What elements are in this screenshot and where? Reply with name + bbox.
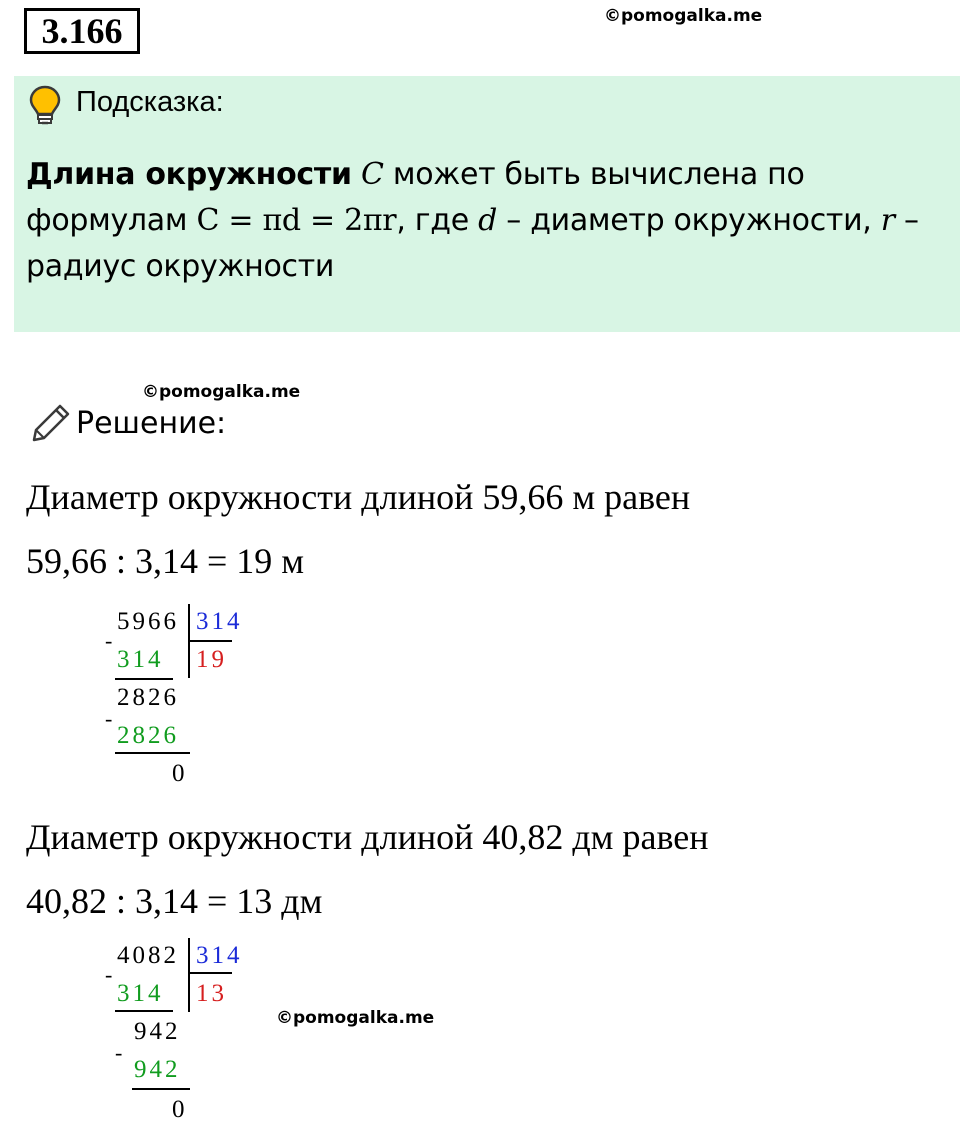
div1-remainder1: 2826 [117, 684, 179, 711]
watermark-top: ©pomogalka.me [604, 6, 763, 26]
div1-line-1 [115, 678, 173, 680]
watermark-middle: ©pomogalka.me [142, 382, 301, 402]
var-c: C [360, 157, 384, 192]
div1-quotient: 19 [196, 646, 227, 673]
hint-bold-term: Длина окружности [26, 157, 352, 192]
part1-equation: 59,66 : 3,14 = 19 м [26, 541, 305, 581]
hint-text [26, 152, 951, 290]
pencil-icon [30, 402, 72, 444]
div1-dividend: 5966 [117, 608, 179, 635]
var-r: r [880, 203, 895, 238]
div2-sub2: 942 [134, 1056, 181, 1083]
div2-dividend: 4082 [117, 942, 179, 969]
div2-line-2 [132, 1088, 190, 1090]
var-d: d [478, 203, 498, 238]
hint-title: Подсказка: [76, 86, 224, 118]
watermark-bottom: ©pomogalka.me [276, 1008, 435, 1028]
div2-final: 0 [172, 1096, 188, 1123]
hint-text-4: – радиус окружности [26, 203, 919, 284]
div2-divisor-line [188, 972, 232, 974]
div2-minus-1: - [105, 962, 113, 987]
div1-minus-2: - [105, 706, 113, 731]
div2-remainder1: 942 [134, 1018, 181, 1045]
div1-final: 0 [172, 760, 188, 787]
div1-sub2: 2826 [117, 722, 179, 749]
div2-sub1: 314 [117, 980, 164, 1007]
div2-divisor: 314 [196, 942, 243, 969]
div1-divisor: 314 [196, 608, 243, 635]
hint-text-3: – диаметр окружности, [497, 203, 881, 238]
div1-sub1: 314 [117, 646, 164, 673]
part2-statement: Диаметр окружности длиной 40,82 дм равен [26, 817, 709, 857]
div2-line-1 [115, 1010, 173, 1012]
div2-vertical-line [188, 938, 190, 1012]
part2-equation: 40,82 : 3,14 = 13 дм [26, 881, 323, 921]
div2-quotient: 13 [196, 980, 227, 1007]
solution-title: Решение: [76, 406, 227, 441]
problem-number: 3.166 [24, 8, 140, 54]
div1-divisor-line [188, 640, 232, 642]
div2-minus-2: - [115, 1040, 123, 1065]
lightbulb-icon [28, 84, 62, 126]
hint-text-1: может быть вычислена по формулам [26, 157, 805, 238]
div1-line-2 [115, 752, 190, 754]
part1-statement: Диаметр окружности длиной 59,66 м равен [26, 477, 691, 517]
div1-minus-1: - [105, 628, 113, 653]
formula: C = πd = 2πr [196, 203, 397, 238]
hint-text-2: , где [396, 203, 479, 238]
